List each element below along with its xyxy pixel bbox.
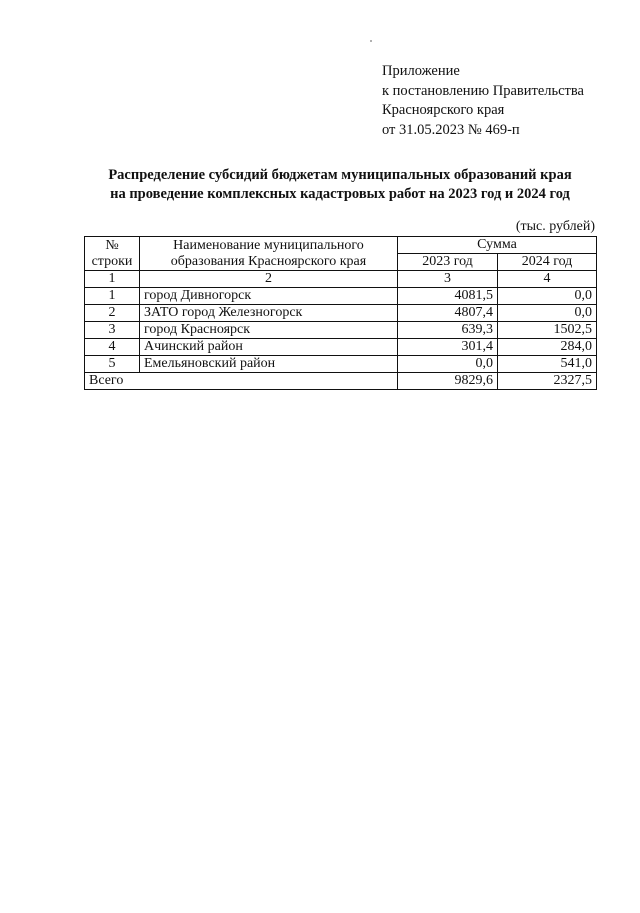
- amount-2023: 301,4: [398, 339, 498, 356]
- title-line-1: Распределение субсидий бюджетам муниципальных образований края: [108, 167, 572, 183]
- header-year-2023: 2023 год: [398, 254, 498, 271]
- municipality-name: Емельяновский район: [140, 356, 398, 373]
- units-label: (тыс. рублей): [515, 219, 595, 234]
- table-row: [85, 339, 597, 356]
- table-row: [85, 322, 597, 339]
- column-number: 3: [398, 271, 498, 288]
- column-numbers-row: [85, 271, 597, 288]
- row-number: 3: [85, 322, 140, 339]
- municipality-name: ЗАТО город Железногорск: [140, 305, 398, 322]
- header-row-number: № строки: [85, 237, 140, 271]
- column-number: 4: [498, 271, 597, 288]
- table-row: [85, 356, 597, 373]
- title-line-2: на проведение комплексных кадастровых работ на 2023 год и 2024 год: [110, 186, 570, 202]
- header-sum: Сумма: [398, 237, 597, 254]
- amount-2023: 4081,5: [398, 288, 498, 305]
- header-year-2024: 2024 год: [498, 254, 597, 271]
- appendix-line-2: к постановлению Правительства: [382, 82, 584, 99]
- municipality-name: город Красноярск: [140, 322, 398, 339]
- total-label: Всего: [85, 373, 398, 390]
- row-number: 4: [85, 339, 140, 356]
- row-number: 2: [85, 305, 140, 322]
- total-row: [85, 373, 597, 390]
- total-2023: 9829,6: [398, 373, 498, 390]
- amount-2024: 0,0: [498, 305, 597, 322]
- amount-2023: 0,0: [398, 356, 498, 373]
- amount-2024: 541,0: [498, 356, 597, 373]
- appendix-line-4: от 31.05.2023 № 469-п: [382, 121, 520, 138]
- column-number: 2: [140, 271, 398, 288]
- appendix-line-1: Приложение: [382, 63, 460, 79]
- row-number: 1: [85, 288, 140, 305]
- row-number: 5: [85, 356, 140, 373]
- municipality-name: Ачинский район: [140, 339, 398, 356]
- column-number: 1: [85, 271, 140, 288]
- table-row: [85, 305, 597, 322]
- appendix-block: [382, 62, 584, 140]
- municipality-name: город Дивногорск: [140, 288, 398, 305]
- document-title: [60, 166, 620, 204]
- amount-2024: 1502,5: [498, 322, 597, 339]
- amount-2023: 639,3: [398, 322, 498, 339]
- appendix-line-3: Красноярского края: [382, 102, 505, 118]
- subsidy-table: [84, 236, 597, 390]
- amount-2024: 0,0: [498, 288, 597, 305]
- amount-2024: 284,0: [498, 339, 597, 356]
- header-municipality-name: Наименование муниципального образования Красноярского края: [140, 237, 398, 271]
- table-row: [85, 288, 597, 305]
- amount-2023: 4807,4: [398, 305, 498, 322]
- scan-speck: [370, 40, 372, 42]
- total-2024: 2327,5: [498, 373, 597, 390]
